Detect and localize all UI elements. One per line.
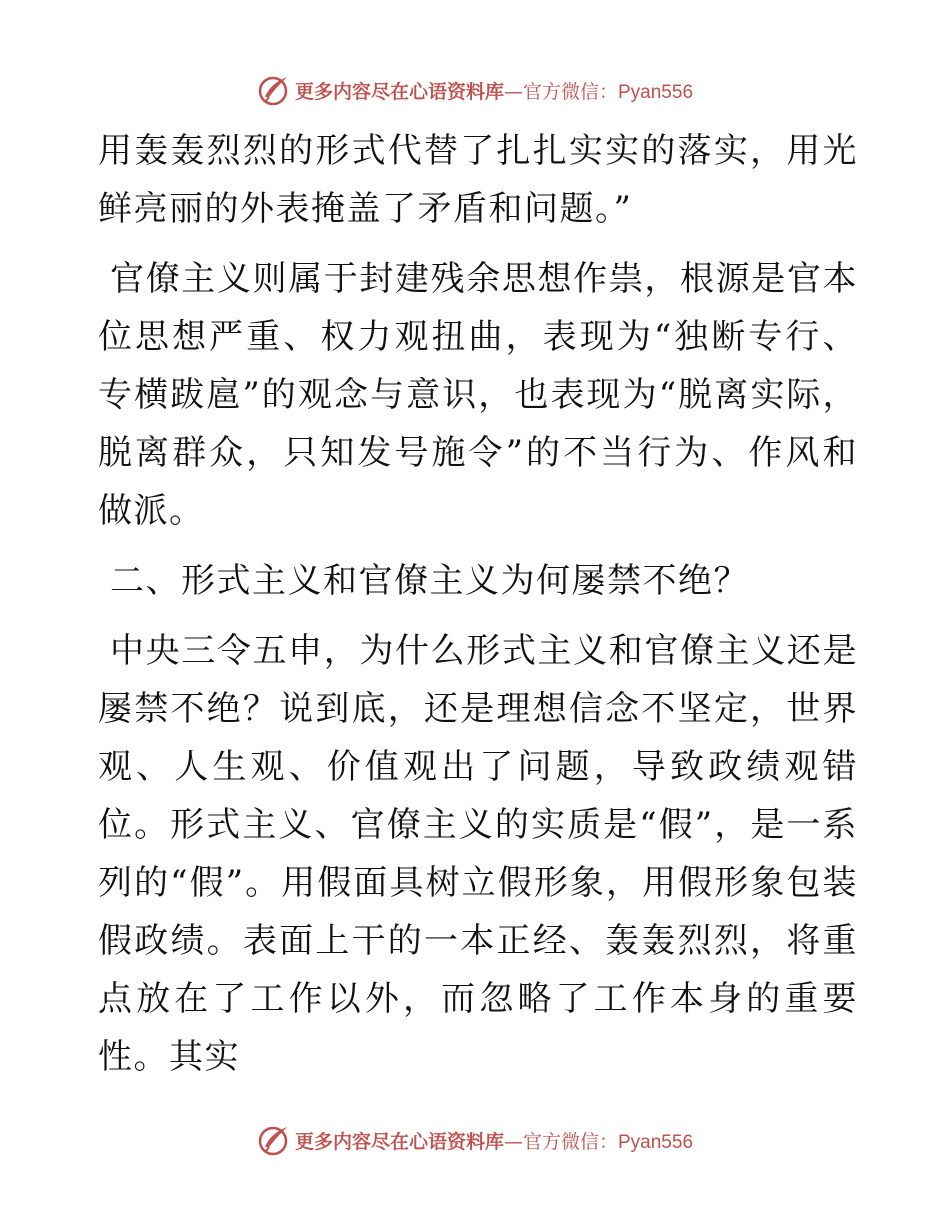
footer-banner-main: 更多内容尽在心语资料库 [294, 1130, 504, 1153]
footer-wechat-label: 官方微信： [522, 1130, 618, 1153]
paragraph-3: 中央三令五申，为什么形式主义和官僚主义还是屡禁不绝？说到底，还是理想信念不坚定，世界观、人生观、价值观出了问题，导致政绩观错位。形式主义、官僚主义的实质是“假”，是一系列的“假”。用假面具树立假形象，用假形象包装假政绩。表面上干的一本正经、轰轰烈烈，将重点放在了工作以外，而忽略了工作本身的重要性。其实 [98, 631, 858, 1077]
paragraph-1: 用轰轰烈烈的形式代替了扎扎实实的落实，用光鲜亮丽的外表掩盖了矛盾和问题。” [98, 131, 858, 229]
paragraph-2: 官僚主义则属于封建残余思想作祟，根源是官本位思想严重、权力观扭曲，表现为“独断专行、专横跋扈”的观念与意识，也表现为“脱离实际，脱离群众，只知发号施令”的不当行为、作风和做派。 [98, 259, 858, 531]
header-wechat-label: 官方微信： [522, 80, 618, 103]
footer-banner [0, 1120, 950, 1160]
footer-banner-text [295, 1127, 693, 1154]
header-banner [0, 70, 950, 110]
quill-pen-logo-icon [257, 1123, 291, 1157]
section-heading: 二、形式主义和官僚主义为何屡禁不绝？ [110, 561, 749, 601]
quill-pen-logo-icon [257, 73, 291, 107]
header-banner-separator: — [503, 80, 523, 103]
footer-wechat-id: Pyan556 [618, 1131, 694, 1153]
document-body [98, 122, 858, 1098]
header-banner-main: 更多内容尽在心语资料库 [294, 80, 504, 103]
header-wechat-id: Pyan556 [618, 81, 694, 103]
footer-banner-separator: — [503, 1130, 523, 1153]
header-banner-text [295, 77, 693, 104]
